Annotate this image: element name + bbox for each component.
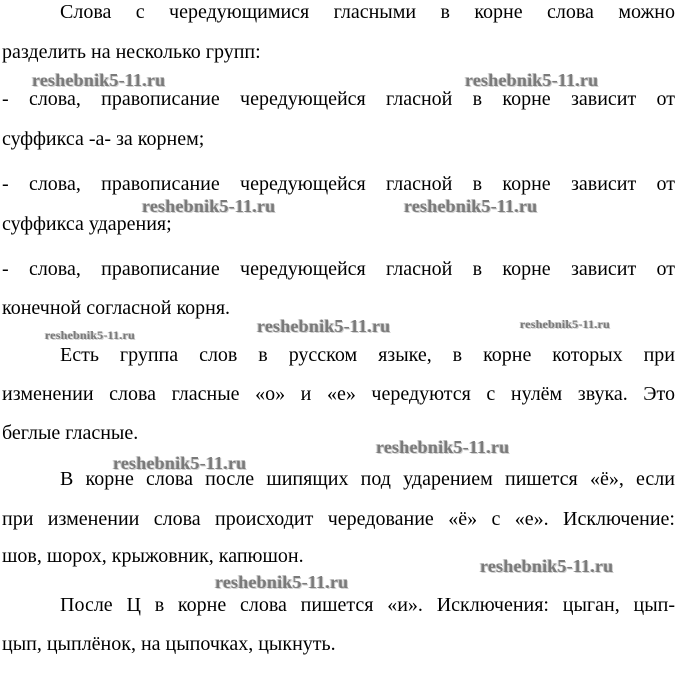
text-line: конечной согласной корня. (2, 297, 231, 319)
text-line: После Ц в корне слова пишется «и». Исключения: цыган, цып- (60, 594, 675, 616)
watermark: reshebnik5-11.ru (404, 196, 538, 216)
text-line: при изменении слова происходит чередование «ё» с «е». Исключение: (2, 508, 675, 530)
text-line: беглые гласные. (2, 422, 139, 444)
text-line: цып, цыплёнок, на цыпочках, цыкнуть. (2, 633, 336, 655)
text-line: изменении слова гласные «о» и «е» чередуются с нулём звука. Это (2, 383, 675, 405)
text-line: шов, шорох, крыжовник, капюшон. (2, 545, 304, 567)
text-line: В корне слова после шипящих под ударением пишется «ё», если (60, 468, 675, 490)
watermark: reshebnik5-11.ru (142, 196, 276, 216)
watermark: reshebnik5-11.ru (376, 437, 510, 457)
watermark: reshebnik5-11.ru (520, 317, 610, 331)
text-line: суффикса -а- за корнем; (2, 128, 205, 150)
text-line: - слова, правописание чередующейся гласной в корне зависит от (2, 258, 675, 280)
watermark: reshebnik5-11.ru (113, 453, 247, 473)
watermark: reshebnik5-11.ru (215, 572, 349, 592)
watermark: reshebnik5-11.ru (257, 316, 391, 336)
text-line: - слова, правописание чередующейся гласной в корне зависит от (2, 173, 675, 195)
text-line: Есть группа слов в русском языке, в корне которых при (60, 344, 675, 366)
text-line: разделить на несколько групп: (2, 41, 261, 63)
watermark: reshebnik5-11.ru (45, 328, 135, 342)
text-line: суффикса ударения; (2, 213, 172, 235)
watermark: reshebnik5-11.ru (480, 556, 614, 576)
watermark: reshebnik5-11.ru (465, 70, 599, 90)
watermark: reshebnik5-11.ru (32, 70, 166, 90)
text-line: - слова, правописание чередующейся гласной в корне зависит от (2, 88, 675, 110)
text-line: Слова с чередующимися гласными в корне слова можно (60, 1, 675, 23)
